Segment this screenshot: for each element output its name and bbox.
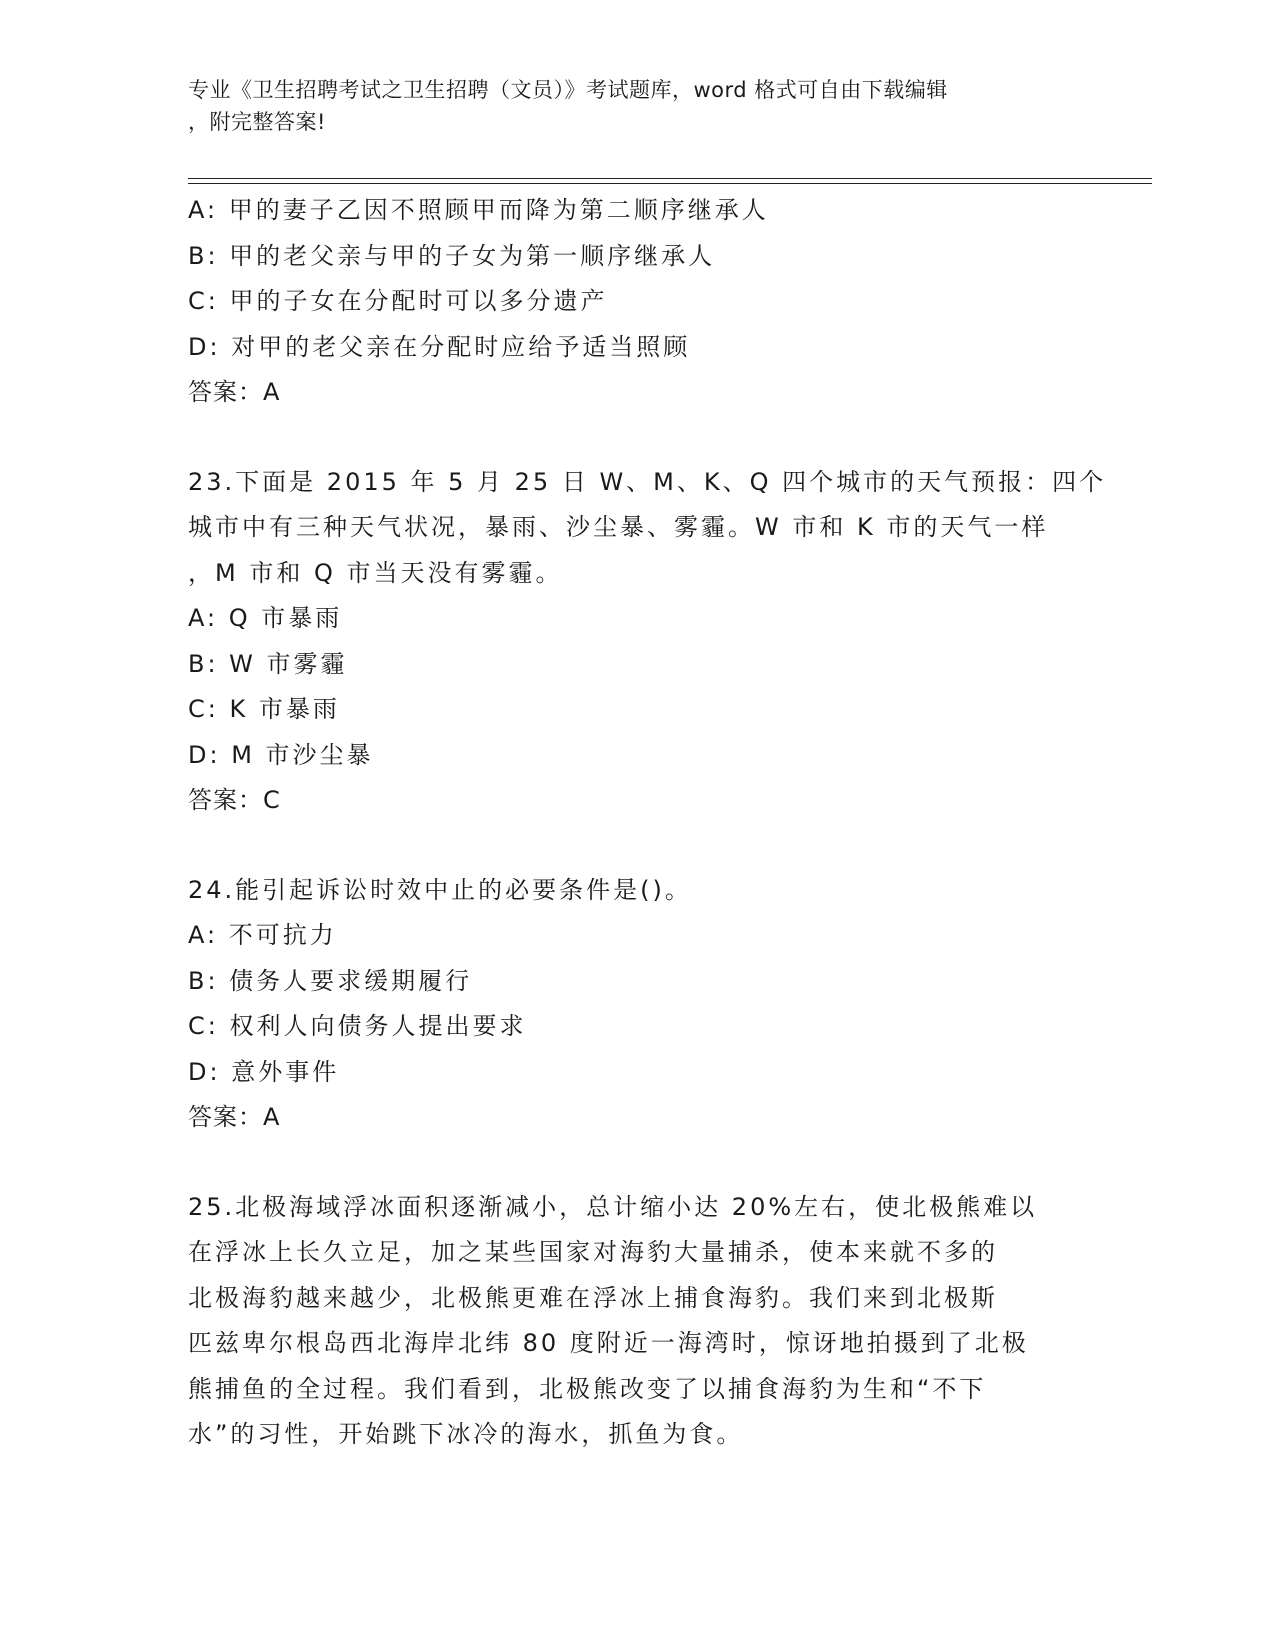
option-b: B: W 市雾霾 — [188, 649, 348, 678]
spacer — [188, 824, 1088, 868]
option-d: D: 意外事件 — [188, 1057, 340, 1086]
question-text-line: 23.下面是 2015 年 5 月 25 日 W、M、K、Q 四个城市的天气预报：四个 — [188, 467, 1107, 496]
question-text-line: 北极海豹越来越少，北极熊更难在浮冰上捕食海豹。我们来到北极斯 — [188, 1283, 998, 1312]
document-body — [188, 188, 1107, 1458]
option-b: B: 甲的老父亲与甲的子女为第一顺序继承人 — [188, 241, 716, 270]
option-c: C: K 市暴雨 — [188, 695, 340, 723]
option-a: A: 不可抗力 — [188, 921, 337, 949]
question-text-line: 24.能引起诉讼时效中止的必要条件是()。 — [188, 875, 692, 904]
answer: 答案：A — [188, 1103, 281, 1131]
question-23 — [188, 460, 1107, 824]
spacer — [188, 416, 1088, 460]
question-24 — [188, 868, 1088, 1141]
option-c: C: 权利人向债务人提出要求 — [188, 1012, 527, 1040]
spacer — [188, 1141, 1088, 1185]
question-text-line: 25.北极海域浮冰面积逐渐减小，总计缩小达 20%左右，使北极熊难以 — [188, 1192, 1038, 1221]
question-text-line: 水”的习性，开始跳下冰冷的海水，抓鱼为食。 — [188, 1420, 744, 1448]
question-text-line: 匹兹卑尔根岛西北海岸北纬 80 度附近一海湾时，惊讶地拍摄到了北极 — [188, 1329, 1029, 1357]
option-a: A: 甲的妻子乙因不照顾甲而降为第二顺序继承人 — [188, 196, 769, 224]
option-d: D: M 市沙尘暴 — [188, 740, 374, 769]
option-c: C: 甲的子女在分配时可以多分遗产 — [188, 287, 608, 315]
header-rule-bottom — [188, 183, 1152, 184]
header-rule-top — [188, 178, 1152, 179]
option-d: D: 对甲的老父亲在分配时应给予适当照顾 — [188, 332, 691, 361]
question-text-line: 城市中有三种天气状况，暴雨、沙尘暴、雾霾。W 市和 K 市的天气一样 — [188, 513, 1049, 541]
question-text-line: 在浮冰上长久立足，加之某些国家对海豹大量捕杀，使本来就不多的 — [188, 1238, 998, 1266]
option-a: A: Q 市暴雨 — [188, 604, 343, 632]
answer: 答案：C — [188, 786, 281, 814]
document-header — [188, 74, 1088, 138]
option-b: B: 债务人要求缓期履行 — [188, 966, 473, 995]
answer: 答案：A — [188, 378, 281, 406]
header-line-2: ，附完整答案! — [188, 110, 326, 134]
question-25 — [188, 1185, 1088, 1458]
header-line-1: 专业《卫生招聘考试之卫生招聘（文员）》考试题库，word 格式可自由下载编辑 — [188, 78, 948, 102]
question-22 — [188, 188, 1088, 416]
question-text-line: ，M 市和 Q 市当天没有雾霾。 — [188, 558, 563, 587]
question-text-line: 熊捕鱼的全过程。我们看到，北极熊改变了以捕食海豹为生和“不下 — [188, 1374, 987, 1403]
